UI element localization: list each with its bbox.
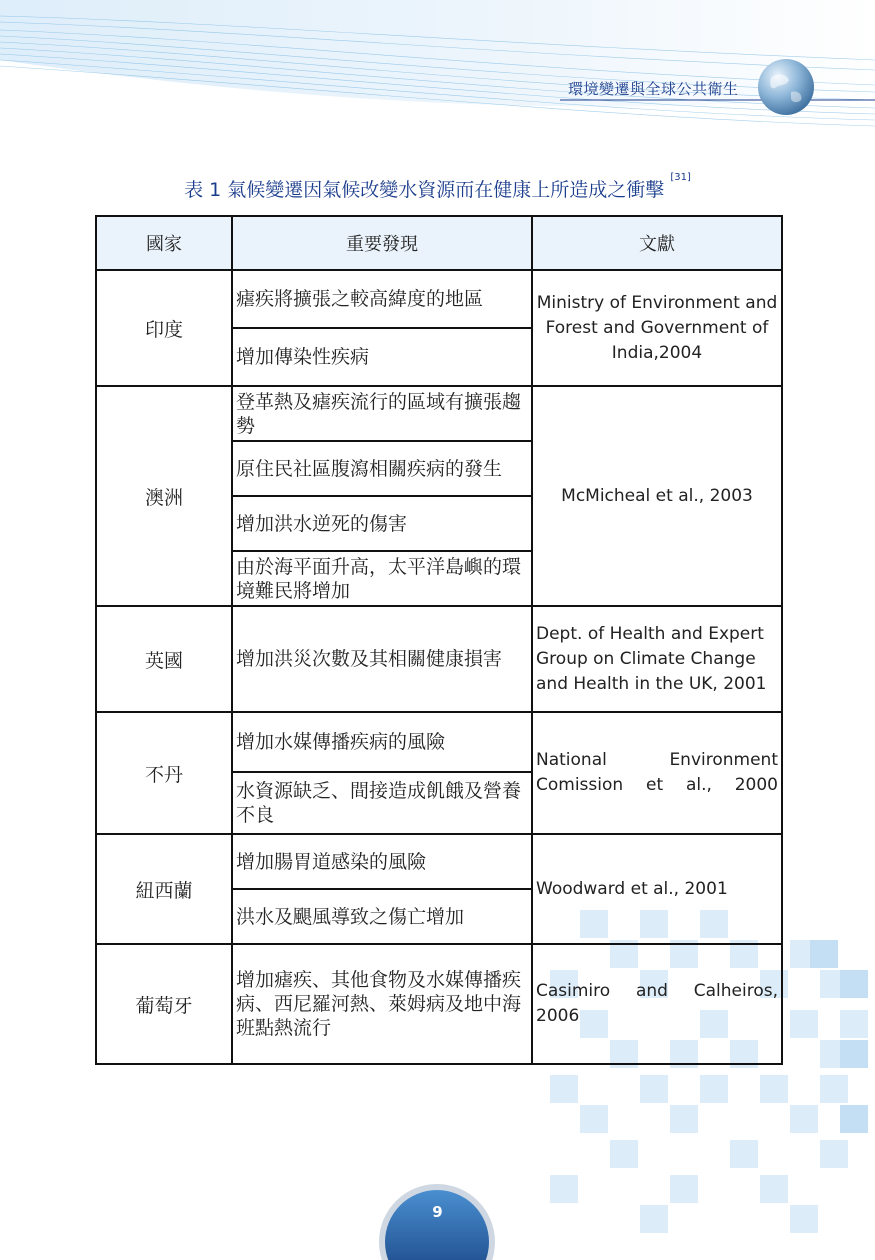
finding-cell: 增加水媒傳播疾病的風險 bbox=[232, 712, 532, 772]
page-number: 9 bbox=[432, 1203, 443, 1221]
table-caption-citation: [31] bbox=[670, 172, 691, 183]
country-cell: 英國 bbox=[96, 606, 232, 712]
finding-cell: 增加洪災次數及其相關健康損害 bbox=[232, 606, 532, 712]
header-references: 文獻 bbox=[532, 216, 782, 270]
finding-cell: 水資源缺乏、間接造成飢餓及營養不良 bbox=[232, 772, 532, 834]
table-header-row bbox=[96, 216, 782, 270]
reference-cell: National Environment Comission et al., 2000 bbox=[532, 712, 782, 834]
header-wave-decoration bbox=[0, 0, 875, 160]
country-cell: 葡萄牙 bbox=[96, 944, 232, 1064]
running-header-title: 環境變遷與全球公共衛生 bbox=[568, 80, 739, 98]
header-country: 國家 bbox=[96, 216, 232, 270]
table-row bbox=[96, 606, 782, 712]
country-cell: 紐西蘭 bbox=[96, 834, 232, 944]
reference-cell: Dept. of Health and Expert Group on Climate Change and Health in the UK, 2001 bbox=[532, 606, 782, 712]
finding-cell: 由於海平面升高，太平洋島嶼的環境難民將增加 bbox=[232, 551, 532, 606]
country-cell: 澳洲 bbox=[96, 386, 232, 606]
reference-cell: Woodward et al., 2001 bbox=[532, 834, 782, 944]
finding-cell: 增加腸胃道感染的風險 bbox=[232, 834, 532, 889]
reference-cell: Casimiro and Calheiros, 2006 bbox=[532, 944, 782, 1064]
table-row bbox=[96, 386, 782, 441]
table-row bbox=[96, 712, 782, 772]
country-cell: 印度 bbox=[96, 270, 232, 386]
table-row bbox=[96, 834, 782, 889]
table-row bbox=[96, 270, 782, 328]
finding-cell: 增加洪水逆死的傷害 bbox=[232, 496, 532, 551]
finding-cell: 增加傳染性疾病 bbox=[232, 328, 532, 386]
finding-cell: 瘧疾將擴張之較高緯度的地區 bbox=[232, 270, 532, 328]
table-caption-text: 表 1 氣候變遷因氣候改變水資源而在健康上所造成之衝擊 bbox=[184, 179, 665, 201]
finding-cell: 登革熱及瘧疾流行的區域有擴張趨勢 bbox=[232, 386, 532, 441]
finding-cell: 洪水及颶風導致之傷亡增加 bbox=[232, 889, 532, 944]
finding-cell: 原住民社區腹瀉相關疾病的發生 bbox=[232, 441, 532, 496]
header-findings: 重要發現 bbox=[232, 216, 532, 270]
climate-health-impact-table bbox=[95, 215, 783, 1065]
reference-cell: Ministry of Environment and Forest and Government of India,2004 bbox=[532, 270, 782, 386]
reference-cell: McMicheal et al., 2003 bbox=[532, 386, 782, 606]
table-caption bbox=[0, 172, 875, 202]
finding-cell: 增加瘧疾、其他食物及水媒傳播疾病、西尼羅河熱、萊姆病及地中海班點熱流行 bbox=[232, 944, 532, 1064]
globe-icon bbox=[757, 58, 815, 116]
country-cell: 不丹 bbox=[96, 712, 232, 834]
table-row bbox=[96, 944, 782, 1064]
